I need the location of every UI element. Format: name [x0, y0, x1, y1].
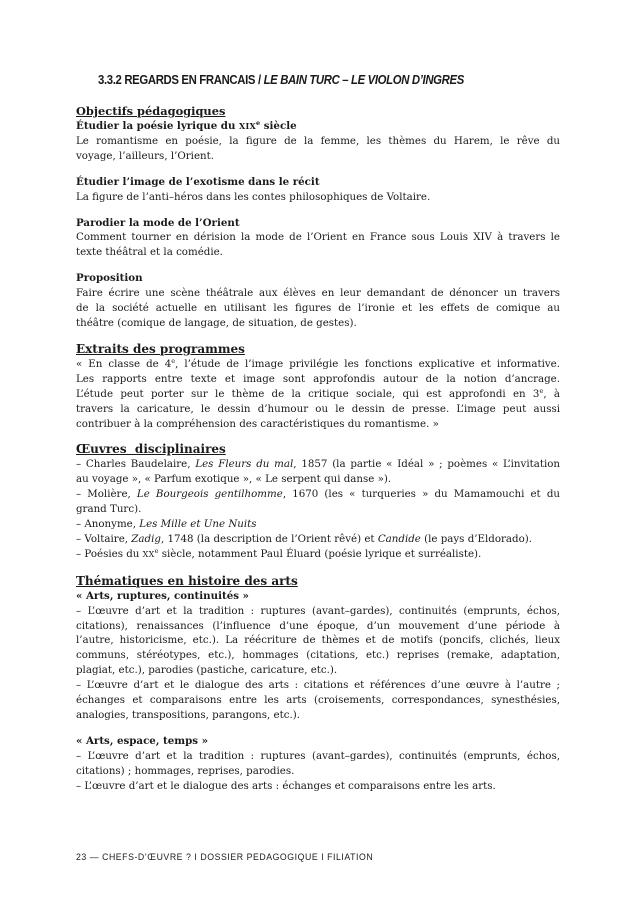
text-line: échanges et comparaisons entre les arts (croisements, correspondances, synesthésies, [76, 694, 560, 707]
objectif-poesie [76, 119, 560, 164]
list-item: – Charles Baudelaire, Les Fleurs du mal, 1857 (la partie « Idéal » ; poèmes « L’invitation [76, 458, 560, 471]
list-item: – Poésies du XXe siècle, notamment Paul Éluard (poésie lyrique et surréaliste). [76, 546, 482, 560]
objectif-exotisme [76, 175, 560, 205]
text-line: L’étude peut porter sur le thème de la critique sociale, qui est approfondi en 3e, à [76, 386, 560, 400]
list-item: – Molière, Le Bourgeois gentilhomme, 1670 (les « turqueries » du Mamamouchi et du [76, 488, 560, 501]
text-line: communs, stéréotypes, etc.), hommages (citations, etc.) reprises (remake, adaptation, [76, 649, 560, 662]
text-line: – L’œuvre d’art et le dialogue des arts : citations et références d’une œuvre à l’autre ; [76, 679, 560, 692]
section-heading [98, 72, 502, 87]
text-line: « En classe de 4e, l’étude de l’image privilégie les fonctions explicative et informative. [76, 356, 560, 370]
text-line: analogies, transpositions, parangons, etc.). [76, 709, 300, 721]
thematiques-title: Thématiques en histoire des arts [76, 573, 298, 588]
text-line: citations) ; hommages, reprises, parodies. [76, 764, 295, 777]
oeuvres-title: Œuvres disciplinaires [76, 442, 226, 457]
text-line: Comment tourner en dérision la mode de l’Orient en France sous Louis XIV à travers le [76, 231, 560, 244]
text-line: de la société actuelle en utilisant les figures de l’ironie et les effets de comique au [76, 302, 560, 315]
text-line: théâtre (comique de langage, de situation, de gestes). [76, 316, 357, 329]
list-item: – Anonyme, Les Mille et Une Nuits [76, 518, 257, 531]
list-item-cont: grand Turc). [76, 503, 142, 516]
section-title: REGARDS EN FRANCAIS / [124, 72, 261, 87]
section-number: 3.3.2 [98, 72, 122, 87]
thematique-ruptures-head: « Arts, ruptures, continuités » [76, 589, 249, 602]
list-item: – Voltaire, Zadig, 1748 (la description de l’Orient rêvé) et Candide (le pays d’Eldorado). [76, 532, 533, 545]
text-line: plagiat, etc.), parodies (pastiche, caricature, etc.). [76, 664, 338, 677]
oeuvres-section [76, 442, 560, 562]
text-line: – L’œuvre d’art et le dialogue des arts : échanges et comparaisons entre les arts. [76, 779, 496, 792]
text-line: texte théâtral et la comédie. [76, 246, 223, 259]
text-line: – L’œuvre d’art et la tradition : ruptures (avant–gardes), continuités (emprunts, échos, [76, 749, 560, 762]
objectif-poesie-head: Étudier la poésie lyrique du XIXe siècle [76, 119, 297, 132]
text-line: l’autre, historicisme, etc.). La réécriture de thèmes et de motifs (poncifs, clichés, lieux [76, 634, 560, 647]
objectifs-section [76, 104, 560, 331]
objectifs-title: Objectifs pédagogiques [76, 104, 226, 118]
objectif-parodier-head: Parodier la mode de l’Orient [76, 216, 240, 229]
objectif-proposition [76, 271, 560, 331]
page-footer: 23 — CHEFS-D’ŒUVRE ? I DOSSIER PEDAGOGIQUE I FILIATION [76, 852, 374, 863]
text-line: – L’œuvre d’art et la tradition : ruptures (avant–gardes), continuités (emprunts, échos, [76, 604, 560, 617]
thematique-ruptures [76, 589, 560, 723]
text-line: travers la caricature, le dessin d’humour ou le dessin de presse. L’image peut aussi [76, 402, 560, 415]
extraits-section [76, 342, 560, 432]
text-line: Faire écrire une scène théâtrale aux élèves en leur demandant de dénoncer un travers [76, 287, 560, 300]
section-title-italic: LE BAIN TURC – LE VIOLON D’INGRES [263, 72, 464, 87]
extraits-title: Extraits des programmes [76, 341, 245, 356]
thematique-espace-temps [76, 734, 560, 794]
list-item-cont: au voyage », « Parfum exotique », « Le serpent qui danse »). [76, 473, 392, 486]
text-line: contribuer à la compréhension des caractéristiques du romantisme. » [76, 417, 439, 430]
page-content [76, 104, 560, 805]
thematiques-section [76, 574, 560, 794]
text-line: Les rapports entre texte et image sont approfondis autour de la notion d’ancrage. [76, 372, 560, 385]
objectif-exotisme-head: Étudier l’image de l’exotisme dans le récit [76, 175, 320, 188]
text-line: Le romantisme en poésie, la figure de la femme, les thèmes du Harem, le rêve du [76, 134, 560, 147]
objectif-proposition-head: Proposition [76, 272, 143, 285]
text-line: voyage, l’ailleurs, l’Orient. [76, 149, 214, 162]
thematique-espace-temps-head: « Arts, espace, temps » [76, 734, 208, 747]
text-line: citations), renaissances (l’influence d’une époque, d’un mouvement d’une période à [76, 619, 560, 632]
text-line: La figure de l’anti–héros dans les contes philosophiques de Voltaire. [76, 190, 431, 203]
objectif-parodier [76, 216, 560, 261]
